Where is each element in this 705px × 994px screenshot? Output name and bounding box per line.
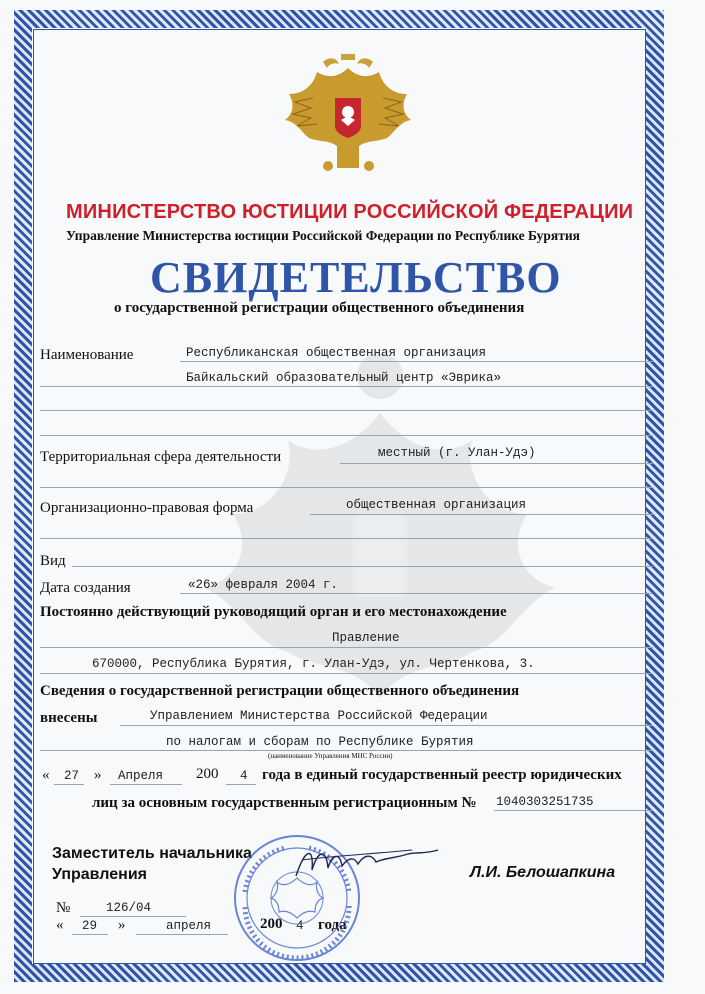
- coat-of-arms-icon: [283, 48, 413, 180]
- reg-day: 27: [64, 769, 80, 783]
- underline: [180, 593, 653, 594]
- governing-body-label: Постоянно действующий руководящий орган и его местонахождение: [40, 604, 507, 620]
- name-value-line1: Республиканская общественная организация: [186, 346, 487, 360]
- underline: [180, 361, 653, 362]
- entered-value-line1: Управлением Министерства Российской Федерации: [150, 709, 488, 723]
- number-label: №: [56, 900, 71, 916]
- name-label: Наименование: [40, 347, 134, 363]
- underline: [40, 386, 653, 387]
- underline: [226, 784, 256, 785]
- date-quote-open: «: [56, 917, 64, 933]
- created-label: Дата создания: [40, 580, 131, 596]
- signer-position-line2: Управления: [52, 866, 147, 883]
- underline: [72, 934, 108, 935]
- underline: [40, 538, 653, 539]
- created-value: «26» февраля 2004 г.: [188, 578, 339, 592]
- underline: [80, 916, 186, 917]
- entered-note: (наименование Управления МНС России): [268, 752, 393, 760]
- underline: [40, 410, 653, 411]
- underline: [40, 673, 653, 674]
- date-month: апреля: [166, 919, 212, 933]
- signer-position-line1: Заместитель начальника: [52, 845, 252, 862]
- name-value-line2: Байкальский образовательный центр «Эврика»: [186, 371, 502, 385]
- document-title: СВИДЕТЕЛЬСТВО: [150, 253, 562, 302]
- department-name: Управление Министерства юстиции Российской Федерации по Республике Бурятия: [66, 228, 580, 243]
- territory-value: местный (г. Улан-Удэ): [378, 446, 536, 460]
- underline: [340, 463, 653, 464]
- territory-label: Территориальная сфера деятельности: [40, 449, 282, 465]
- handwritten-signature-icon: [292, 840, 442, 890]
- underline: [40, 487, 653, 488]
- date-year-word: года: [318, 917, 347, 933]
- date-day: 29: [82, 919, 98, 933]
- quote-close: »: [94, 767, 102, 783]
- underline: [120, 725, 653, 726]
- registry-label: Сведения о государственной регистрации общественного объединения: [40, 683, 520, 699]
- ogrn-label: лиц за основным государственным регистрационным №: [92, 795, 477, 811]
- reg-month: Апреля: [118, 769, 164, 783]
- number-value: 126/04: [106, 901, 152, 915]
- underline: [310, 514, 653, 515]
- date-quote-close: »: [118, 917, 126, 933]
- document-subtitle: о государственной регистрации общественного объединения: [114, 300, 525, 316]
- underline: [136, 934, 228, 935]
- registry-text: года в единый государственный реестр юридических: [262, 767, 622, 783]
- governing-body-value: Правление: [332, 631, 400, 645]
- ministry-title: МИНИСТЕРСТВО ЮСТИЦИИ РОССИЙСКОЙ ФЕДЕРАЦИИ: [66, 201, 634, 223]
- signer-name: Л.И. Белошапкина: [470, 864, 616, 881]
- form-label: Организационно-правовая форма: [40, 500, 254, 516]
- reg-year-suffix: 4: [240, 769, 248, 783]
- address-value: 670000, Республика Бурятия, г. Улан-Удэ, ул. Чертенкова, 3.: [92, 657, 535, 671]
- underline: [494, 810, 653, 811]
- underline: [54, 784, 84, 785]
- quote-open: «: [42, 767, 50, 783]
- form-value: общественная организация: [346, 498, 527, 512]
- underline: [40, 750, 653, 751]
- reg-year-prefix: 200: [196, 766, 219, 782]
- entered-value-line2: по налогам и сборам по Республике Бурятия: [166, 735, 474, 749]
- date-year-suffix: 4: [296, 919, 304, 933]
- kind-label: Вид: [40, 553, 66, 569]
- date-year-prefix: 200: [260, 916, 283, 932]
- underline: [72, 566, 653, 567]
- underline: [110, 784, 182, 785]
- entered-label: внесены: [40, 710, 98, 726]
- ogrn-value: 1040303251735: [496, 795, 594, 809]
- underline: [40, 435, 653, 436]
- underline: [40, 647, 653, 648]
